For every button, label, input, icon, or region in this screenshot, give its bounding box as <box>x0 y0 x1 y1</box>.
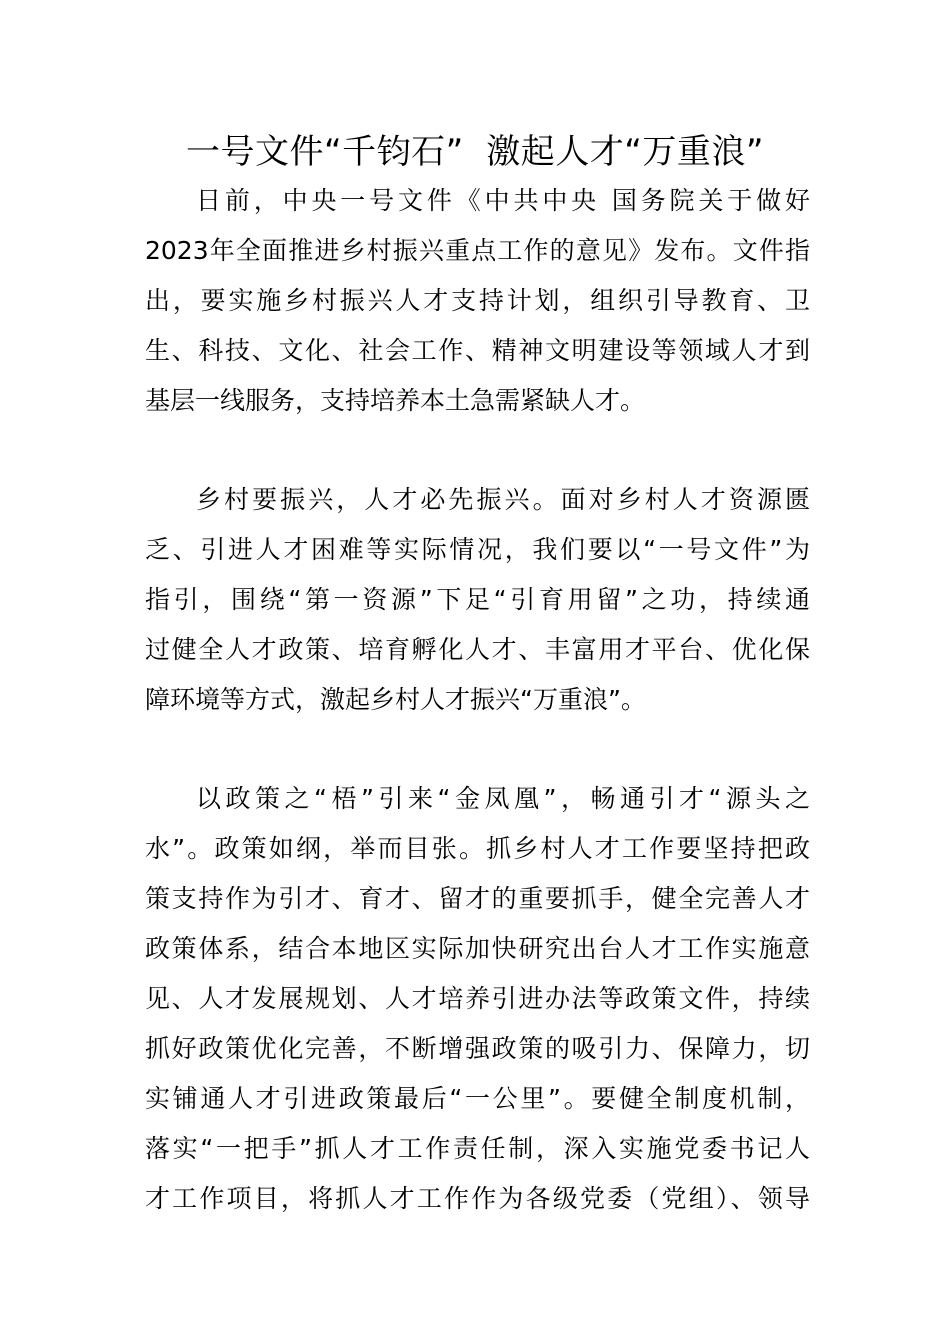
text-line: 出，要实施乡村振兴人才支持计划，组织引导教育、卫 <box>145 286 810 315</box>
text-line: 落实“一把手”抓人才工作责任制，深入实施党委书记人 <box>145 1134 810 1163</box>
text-line: 才工作项目，将抓人才工作作为各级党委（党组）、领导 <box>145 1184 810 1213</box>
text-line: 策支持作为引才、育才、留才的重要抓手，健全完善人才 <box>145 884 810 913</box>
text-line: 过健全人才政策、培育孵化人才、丰富用才平台、优化保 <box>145 635 810 664</box>
text-line: 抓好政策优化完善，不断增强政策的吸引力、保障力，切 <box>145 1034 810 1063</box>
text-line: 政策体系，结合本地区实际加快研究出台人才工作实施意 <box>145 934 810 963</box>
text-line: 障环境等方式，激起乡村人才振兴“万重浪”。 <box>145 685 646 714</box>
text-line: 基层一线服务，支持培养本土急需紧缺人才。 <box>145 386 646 415</box>
text-line: 日前，中央一号文件《中共中央 国务院关于做好 <box>196 186 810 215</box>
text-line: 以政策之“梧”引来“金凤凰”，畅通引才“源头之 <box>196 784 810 813</box>
text-line: 实铺通人才引进政策最后“一公里”。要健全制度机制， <box>145 1084 810 1113</box>
text-line: 见、人才发展规划、人才培养引进办法等政策文件，持续 <box>145 984 810 1013</box>
text-line: 乡村要振兴，人才必先振兴。面对乡村人才资源匮 <box>196 485 810 514</box>
text-line: 指引，围绕“第一资源”下足“引育用留”之功，持续通 <box>145 585 810 614</box>
document-title: 一号文件“千钧石” 激起人才“万重浪” <box>185 132 765 172</box>
text-line: 乏、引进人才困难等实际情况，我们要以“一号文件”为 <box>145 535 810 564</box>
text-line: 水”。政策如纲，举而目张。抓乡村人才工作要坚持把政 <box>145 834 810 863</box>
text-line: 生、科技、文化、社会工作、精神文明建设等领域人才到 <box>145 336 810 365</box>
text-line: 2023年全面推进乡村振兴重点工作的意见》发布。文件指 <box>145 236 810 265</box>
